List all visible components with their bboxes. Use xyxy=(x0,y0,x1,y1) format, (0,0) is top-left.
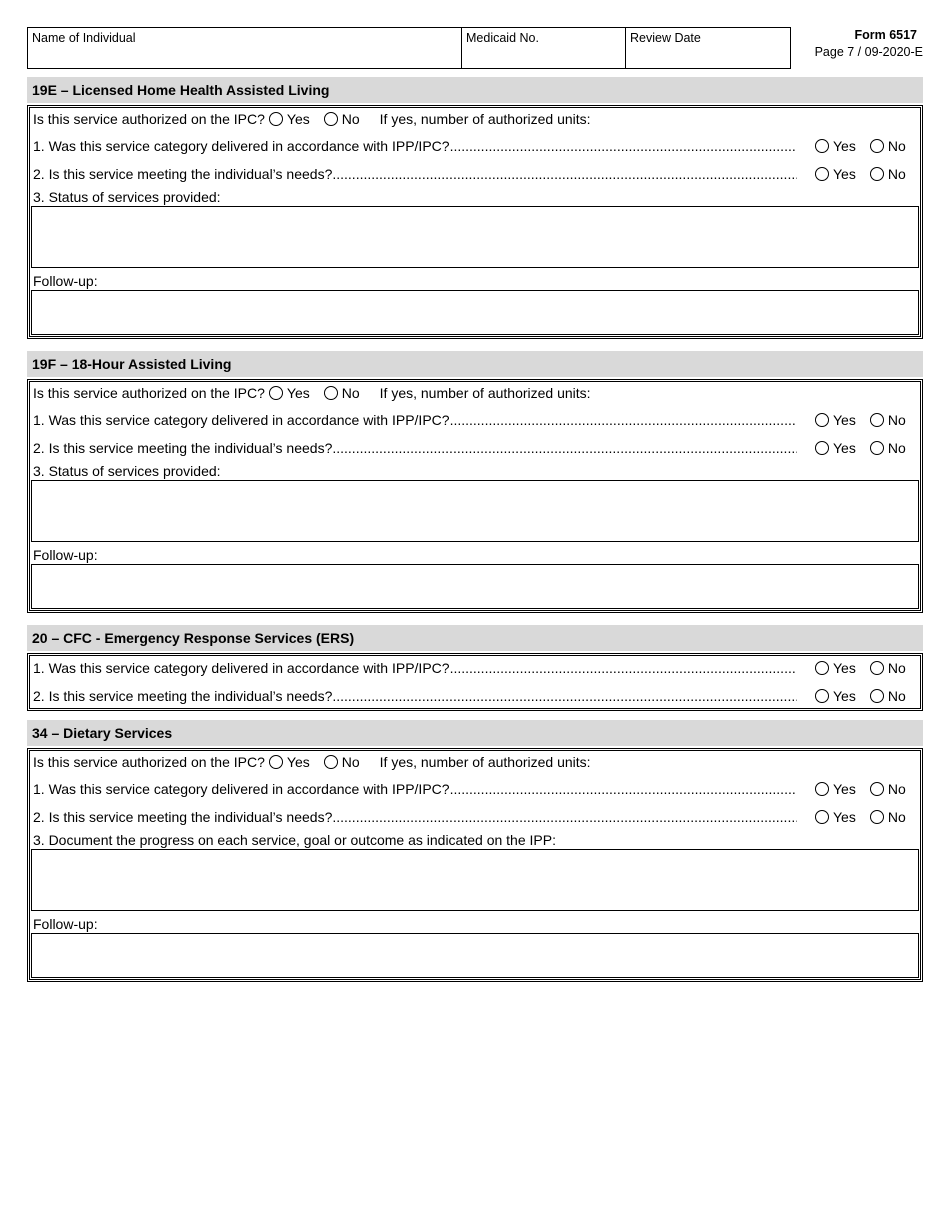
question-1-label: 1. Was this service category delivered in accordance with IPP/IPC? xyxy=(33,660,450,676)
radio-yes[interactable] xyxy=(815,810,829,824)
form-number: Form 6517 xyxy=(854,28,917,42)
q1-yes-option[interactable]: Yes xyxy=(815,138,856,154)
radio-yes[interactable] xyxy=(815,661,829,675)
section-body xyxy=(27,379,923,613)
question-2-row xyxy=(28,803,922,831)
q2-yes-option[interactable]: Yes xyxy=(815,166,856,182)
followup-textbox[interactable] xyxy=(31,564,919,609)
question-1-label: 1. Was this service category delivered in accordance with IPP/IPC? xyxy=(33,412,450,428)
section-title: 20 – CFC - Emergency Response Services (ERS) xyxy=(27,625,923,651)
section-body xyxy=(27,748,923,982)
section-19f xyxy=(27,351,923,613)
followup-textbox[interactable] xyxy=(31,290,919,335)
q1-yes-option[interactable]: Yes xyxy=(815,660,856,676)
question-2-row xyxy=(28,682,922,710)
auth-yes-option[interactable]: Yes xyxy=(269,111,310,127)
auth-no-option[interactable]: No xyxy=(324,385,360,401)
radio-yes[interactable] xyxy=(815,441,829,455)
q2-no-option[interactable]: No xyxy=(870,440,906,456)
q2-yes-option[interactable]: Yes xyxy=(815,809,856,825)
followup-label: Follow-up: xyxy=(33,273,98,289)
auth-yes-option[interactable]: Yes xyxy=(269,385,310,401)
leader-dots xyxy=(450,412,797,428)
name-of-individual-label: Name of Individual xyxy=(32,31,136,45)
auth-no-option[interactable]: No xyxy=(324,111,360,127)
question-1-row xyxy=(28,132,922,160)
radio-yes[interactable] xyxy=(269,386,283,400)
question-1-label: 1. Was this service category delivered in accordance with IPP/IPC? xyxy=(33,138,450,154)
section-body xyxy=(27,653,923,711)
radio-no[interactable] xyxy=(870,689,884,703)
radio-yes[interactable] xyxy=(269,112,283,126)
medicaid-number-label: Medicaid No. xyxy=(466,31,539,45)
q1-yes-option[interactable]: Yes xyxy=(815,412,856,428)
radio-yes[interactable] xyxy=(815,782,829,796)
progress-label: 3. Document the progress on each service, goal or outcome as indicated on the IPP: xyxy=(33,832,556,848)
auth-question-label: Is this service authorized on the IPC? xyxy=(33,385,265,401)
leader-dots xyxy=(450,660,797,676)
form-header xyxy=(27,27,923,69)
q1-no-option[interactable]: No xyxy=(870,138,906,154)
q2-yes-option[interactable]: Yes xyxy=(815,688,856,704)
auth-question-row xyxy=(28,380,922,406)
question-1-row xyxy=(28,775,922,803)
leader-dots xyxy=(332,688,797,704)
form-identifier xyxy=(791,27,923,69)
auth-question-row xyxy=(28,106,922,132)
q1-no-option[interactable]: No xyxy=(870,660,906,676)
section-title: 34 – Dietary Services xyxy=(27,720,923,746)
question-2-label: 2. Is this service meeting the individual’s needs? xyxy=(33,166,333,182)
section-title: 19E – Licensed Home Health Assisted Living xyxy=(27,77,923,103)
auth-no-option[interactable]: No xyxy=(324,754,360,770)
q1-no-option[interactable]: No xyxy=(870,781,906,797)
leader-dots xyxy=(332,440,797,456)
radio-no[interactable] xyxy=(324,755,338,769)
radio-yes[interactable] xyxy=(269,755,283,769)
radio-yes[interactable] xyxy=(815,139,829,153)
section-body xyxy=(27,105,923,339)
question-1-row xyxy=(28,406,922,434)
radio-no[interactable] xyxy=(870,441,884,455)
auth-question-row xyxy=(28,749,922,775)
radio-yes[interactable] xyxy=(815,167,829,181)
q2-yes-option[interactable]: Yes xyxy=(815,440,856,456)
radio-no[interactable] xyxy=(324,386,338,400)
section-title: 19F – 18-Hour Assisted Living xyxy=(27,351,923,377)
auth-question-label: Is this service authorized on the IPC? xyxy=(33,754,265,770)
section-19e xyxy=(27,77,923,339)
radio-no[interactable] xyxy=(870,661,884,675)
status-textbox[interactable] xyxy=(31,480,919,542)
question-1-row xyxy=(28,654,922,682)
status-textbox[interactable] xyxy=(31,206,919,268)
question-1-label: 1. Was this service category delivered in accordance with IPP/IPC? xyxy=(33,781,450,797)
radio-no[interactable] xyxy=(870,139,884,153)
radio-yes[interactable] xyxy=(815,413,829,427)
review-date-label: Review Date xyxy=(630,31,701,45)
radio-no[interactable] xyxy=(324,112,338,126)
progress-textbox[interactable] xyxy=(31,849,919,911)
auth-question-label: Is this service authorized on the IPC? xyxy=(33,111,265,127)
leader-dots xyxy=(332,166,797,182)
section-20-ers xyxy=(27,625,923,711)
q1-no-option[interactable]: No xyxy=(870,412,906,428)
q2-no-option[interactable]: No xyxy=(870,166,906,182)
leader-dots xyxy=(450,781,797,797)
followup-textbox[interactable] xyxy=(31,933,919,978)
followup-label: Follow-up: xyxy=(33,916,98,932)
units-label: If yes, number of authorized units: xyxy=(379,385,591,401)
question-2-label: 2. Is this service meeting the individual’s needs? xyxy=(33,688,333,704)
units-label: If yes, number of authorized units: xyxy=(379,754,591,770)
question-2-row xyxy=(28,434,922,462)
medicaid-number-field[interactable] xyxy=(461,27,625,69)
question-2-label: 2. Is this service meeting the individual’s needs? xyxy=(33,440,333,456)
units-label: If yes, number of authorized units: xyxy=(379,111,591,127)
status-label: 3. Status of services provided: xyxy=(33,189,221,205)
radio-no[interactable] xyxy=(870,782,884,796)
radio-no[interactable] xyxy=(870,810,884,824)
question-2-label: 2. Is this service meeting the individual’s needs? xyxy=(33,809,333,825)
radio-yes[interactable] xyxy=(815,689,829,703)
q2-no-option[interactable]: No xyxy=(870,809,906,825)
section-34-dietary xyxy=(27,720,923,982)
radio-no[interactable] xyxy=(870,167,884,181)
status-label: 3. Status of services provided: xyxy=(33,463,221,479)
page-info: Page 7 / 09-2020-E xyxy=(814,45,923,59)
question-2-row xyxy=(28,160,922,188)
auth-yes-option[interactable]: Yes xyxy=(269,754,310,770)
leader-dots xyxy=(332,809,797,825)
radio-no[interactable] xyxy=(870,413,884,427)
leader-dots xyxy=(450,138,797,154)
followup-label: Follow-up: xyxy=(33,547,98,563)
q2-no-option[interactable]: No xyxy=(870,688,906,704)
q1-yes-option[interactable]: Yes xyxy=(815,781,856,797)
review-date-field[interactable] xyxy=(625,27,791,69)
name-of-individual-field[interactable] xyxy=(27,27,461,69)
